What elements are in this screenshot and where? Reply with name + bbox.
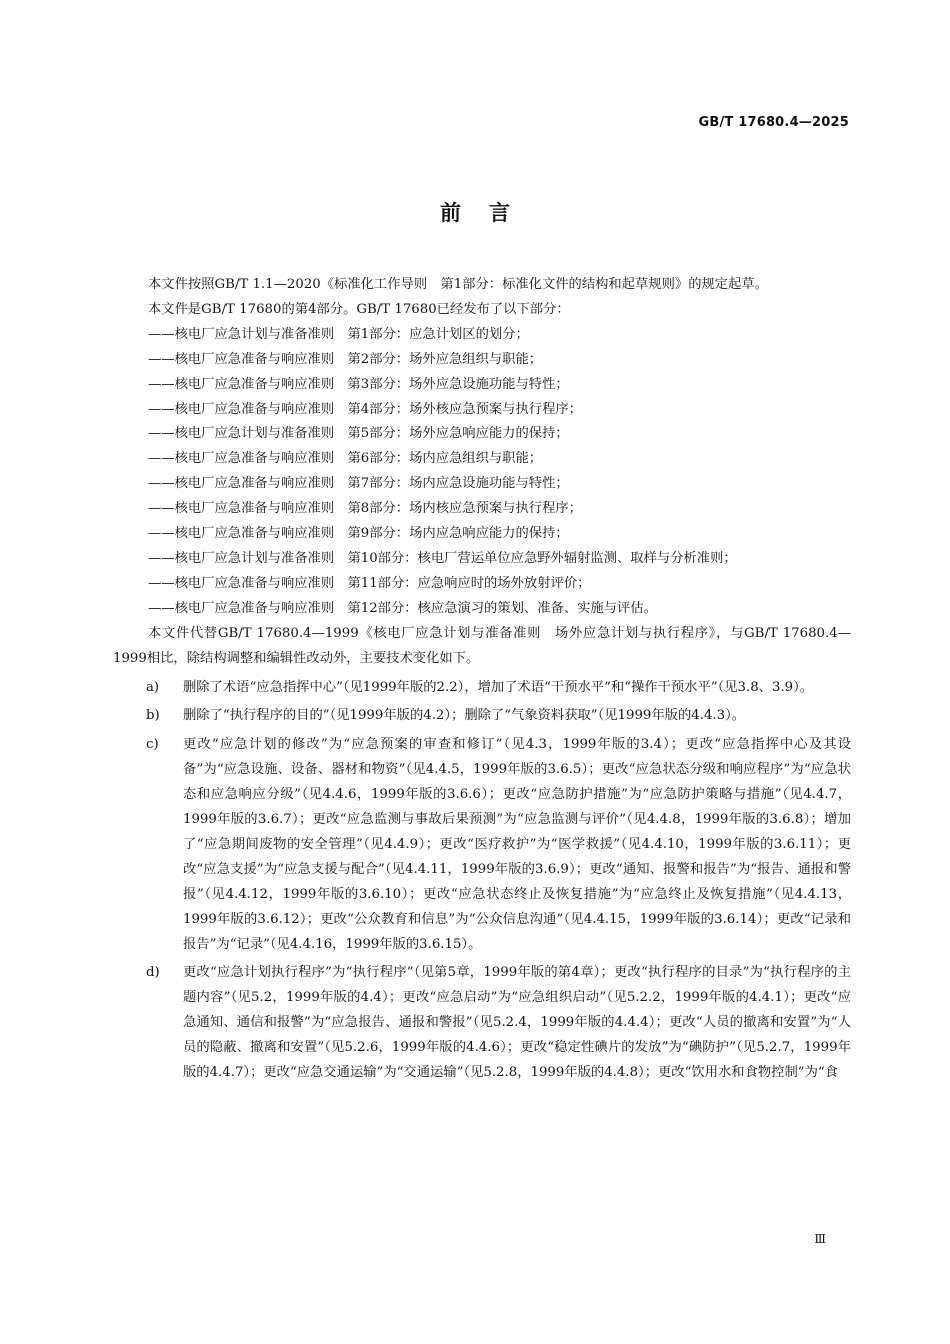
part-list-item: ——核电厂应急准备与响应准则 第9部分：场内应急响应能力的保持； bbox=[148, 526, 569, 542]
paragraph-replacement: 本文件代替GB/T 17680.4—1999《核电厂应急计划与准备准则 场外应急计划与执行程序》，与GB/T 17680.4—1999相比，除结构调整和编辑性改动外，主要技术变化如下。 bbox=[113, 625, 851, 666]
change-item-text: 更改“应急计划执行程序”为“执行程序”（见第5章，1999年版的第4章）；更改“执行程序的目录”为“执行程序的主题内容”（见5.2，1999年版的4.4）；更改“应急启动”为“应急组织启动”（见5.2.2，1999年版的4.4.1）；更改“应急通知、通信和报警”为“应急报告、通报和警报”（见5.2.4，1999年版的4.4.4）；更改“人员的撤离和安置”为“人员的隐蔽、撤离和安置”（见5.2.6，1999年版的4.4.6）；更改“稳定性碘片的发放”为“碘防护”（见5.2.7，1999年版的4.4.7）；更改“应急交通运输”为“交通运输”（见5.2.8，1999年版的4.4.8）；更改“饮用水和食物控制”为“食 bbox=[183, 965, 851, 1081]
part-list-item: ——核电厂应急准备与响应准则 第12部分：核应急演习的策划、准备、实施与评估。 bbox=[148, 600, 657, 616]
change-item-d bbox=[113, 961, 851, 1086]
part-list-item: ——核电厂应急准备与响应准则 第8部分：场内核应急预案与执行程序； bbox=[148, 501, 582, 517]
part-list-item: ——核电厂应急计划与准备准则 第10部分：核电厂营运单位应急野外辐射监测、取样与分析准则； bbox=[148, 550, 737, 566]
change-item-a bbox=[113, 676, 851, 701]
change-item-text: 删除了术语“应急指挥中心”（见1999年版的2.2），增加了术语“干预水平”和“操作干预水平”（见3.8、3.9）。 bbox=[183, 679, 814, 695]
change-item-letter: c) bbox=[146, 737, 159, 753]
change-item-letter: d) bbox=[146, 965, 160, 981]
change-item-letter: a) bbox=[146, 679, 160, 695]
part-list-item: ——核电厂应急计划与准备准则 第5部分：场外应急响应能力的保持； bbox=[148, 426, 569, 442]
change-item-letter: b) bbox=[146, 708, 160, 724]
part-list-item: ——核电厂应急准备与响应准则 第7部分：场内应急设施功能与特性； bbox=[148, 476, 569, 492]
part-list-item: ——核电厂应急准备与响应准则 第11部分：应急响应时的场外放射评价； bbox=[148, 575, 591, 591]
part-list-item: ——核电厂应急准备与响应准则 第2部分：场外应急组织与职能； bbox=[148, 351, 543, 367]
part-list-item: ——核电厂应急准备与响应准则 第4部分：场外核应急预案与执行程序； bbox=[148, 401, 582, 417]
paragraph-drafting-rules: 本文件按照GB/T 1.1—2020《标准化工作导则 第1部分：标准化文件的结构和起草规则》的规定起草。 bbox=[148, 277, 768, 292]
part-list-item: ——核电厂应急准备与响应准则 第3部分：场外应急设施功能与特性； bbox=[148, 376, 569, 392]
change-item-text: 删除了“执行程序的目的”（见1999年版的4.2）；删除了“气象资料获取”（见1999年版的4.4.3）。 bbox=[183, 708, 746, 724]
change-item-b bbox=[113, 704, 851, 729]
part-list-item: ——核电厂应急计划与准备准则 第1部分：应急计划区的划分； bbox=[148, 326, 529, 342]
change-item-text: 更改“应急计划的修改”为“应急预案的审查和修订”（见4.3，1999年版的3.4）；更改“应急指挥中心及其设备”为“应急设施、设备、器材和物资”（见4.4.5，1999年版的3.6.5）；更改“应急状态分级和响应程序”为“应急状态和应急响应分级”（见4.4.6，1999年版的3.6.6）；更改“应急防护措施”为“应急防护策略与措施”（见4.4.7，1999年版的3.6.7）；更改“应急监测与事故后果预测”为“应急监测与评价”（见4.4.8，1999年版的3.6.8）；增加了“应急期间废物的安全管理”（见4.4.9）；更改“医疗救护”为“医学救援”（见4.4.10，1999年版的3.6.11）；更改“应急支援”为“应急支援与配合”（见4.4.11，1999年版的3.6.9）；更改“通知、报警和报告”为“报告、通报和警报”（见4.4.12，1999年版的3.6.10）；更改“应急状态终止及恢复措施”为“应急终止及恢复措施”（见4.4.13，1999年版的3.6.12）；更改“公众教育和信息”为“公众信息沟通”（见4.4.15，1999年版的3.6.14）；更改“记录和报告”为“记录”（见4.4.16，1999年版的3.6.15）。 bbox=[183, 737, 851, 952]
part-list-item: ——核电厂应急准备与响应准则 第6部分：场内应急组织与职能； bbox=[148, 451, 543, 467]
page-number: Ⅲ bbox=[814, 1232, 826, 1246]
change-item-c bbox=[113, 733, 851, 957]
paragraph-parts-intro: 本文件是GB/T 17680的第4部分。GB/T 17680已经发布了以下部分： bbox=[148, 301, 570, 317]
page-title: 前言 bbox=[440, 201, 538, 225]
standard-code-header: GB/T 17680.4—2025 bbox=[698, 115, 849, 130]
document-body bbox=[113, 273, 851, 1086]
